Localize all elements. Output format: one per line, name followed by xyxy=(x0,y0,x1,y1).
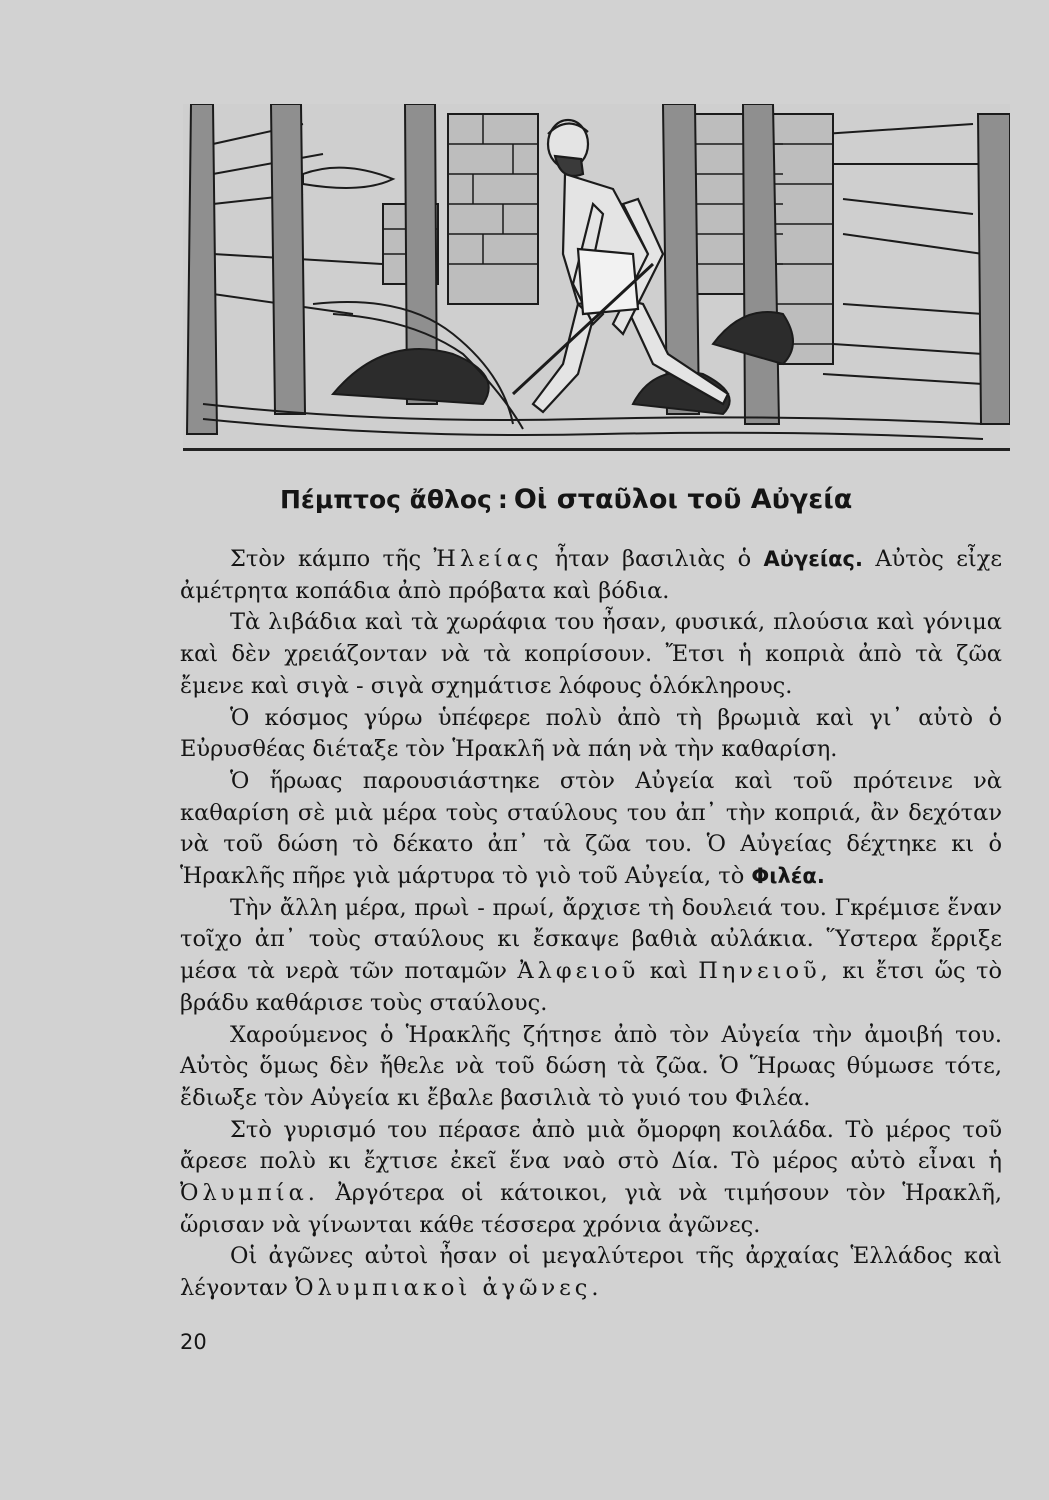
chapter-heading-prefix: Πέμπτος ἄθλος xyxy=(280,485,492,514)
story-paragraph xyxy=(180,544,1002,607)
paragraph-text: Ἀργότερα οἱ κάτοικοι, γιὰ νὰ τιμήσουν τὸν Ἡρακλῆ, ὥρισαν νὰ γίνωνται κάθε τέσσερα χρόνια ἀγῶνες. xyxy=(180,1180,1002,1238)
spaced-term: Ὀλυμπία. xyxy=(180,1180,319,1207)
emphasized-name: Φιλέα. xyxy=(751,864,825,889)
paragraph-text: Τὰ λιβάδια καὶ τὰ χωράφια του ἦσαν, φυσικά, πλούσια καὶ γόνιμα καὶ δὲν χρειάζονταν νὰ τὰ κοπρίσουν. Ἔτσι ἡ κοπριὰ ἀπὸ τὰ ζῶα ἔμενε καὶ σιγὰ - σιγὰ σχημάτισε λόφους ὁλόκληρους. xyxy=(180,609,1002,699)
paragraph-text: Αὐτὸς εἶχε ἀμέτρητα κοπάδια ἀπὸ πρόβατα καὶ βόδια. xyxy=(180,546,1002,604)
stables-illustration xyxy=(183,104,1010,451)
story-paragraph xyxy=(180,607,1002,702)
emphasized-name: Αὐγείας. xyxy=(763,547,863,571)
paragraph-text: Ὁ κόσμος γύρω ὑπέφερε πολὺ ἀπὸ τὴ βρωμιὰ καὶ γι᾽ αὐτὸ ὁ Εὐρυσθέας διέταξε τὸν Ἡρακλῆ νὰ πάη νὰ τὴν καθαρίση. xyxy=(180,704,1002,763)
spaced-term: Ὀλυμπιακοὶ ἀγῶνες. xyxy=(295,1275,603,1302)
paragraph-text: Τὴν ἄλλη μέρα, πρωὶ - πρωί, ἄρχισε τὴ δουλειά του. Γκρέμισε ἕναν τοῖχο ἀπ᾽ τοὺς σταύλους κι ἔσκαψε βαθιὰ αὐλάκια. Ὕστερα ἔρριξε μέσα τὰ νερὰ τῶν ποταμῶν xyxy=(180,894,1002,985)
paragraph-text: Οἱ ἀγῶνες αὐτοὶ ἦσαν οἱ μεγαλύτεροι τῆς ἀρχαίας Ἑλλάδος καὶ λέγονταν xyxy=(180,1243,1002,1302)
story-paragraph xyxy=(180,893,1002,1020)
spaced-term: Ἠλείας xyxy=(433,546,543,572)
paragraph-text: κι ἔτσι ὥς τὸ βράδυ καθάρισε τοὺς σταύλους. xyxy=(180,958,1002,1016)
chapter-heading-separator: : xyxy=(497,485,508,514)
paragraph-text: Χαρούμενος ὁ Ἡρακλῆς ζήτησε ἀπὸ τὸν Αὐγεία τὴν ἀμοιβή του. Αὐτὸς ὅμως δὲν ἤθελε νὰ τοῦ δώση τὰ ζῶα. Ὁ Ἥρωας θύμωσε τότε, ἔδιωξε τὸν Αὐγεία κι ἔβαλε βασιλιὰ τὸ γυιό του Φιλέα. xyxy=(180,1021,1002,1111)
chapter-heading-title: Οἱ σταῦλοι τοῦ Αὐγεία xyxy=(513,484,853,515)
spaced-term: Πηνειοῦ, xyxy=(698,958,832,985)
spaced-term: Ἀλφειοῦ xyxy=(517,958,640,985)
story-paragraph xyxy=(180,1241,1002,1304)
paragraph-text: Στὸ γυρισμό του πέρασε ἀπὸ μιὰ ὄμορφη κοιλάδα. Τὸ μέρος τοῦ ἄρεσε πολὺ κι ἔχτισε ἐκεῖ ἕνα ναὸ στὸ Δία. Τὸ μέρος αὐτὸ εἶναι ἡ xyxy=(180,1116,1002,1175)
paragraph-text: Ὁ ἥρωας παρουσιάστηκε στὸν Αὐγεία καὶ τοῦ πρότεινε νὰ καθαρίση σὲ μιὰ μέρα τοὺς σταύλους του ἀπ᾽ τὴν κοπριά, ἂν δεχόταν νὰ τοῦ δώση τὸ δέκατο ἀπ᾽ τὰ ζῶα του. Ὁ Αὐγείας δέχτηκε κι ὁ Ἡρακλῆς πῆρε γιὰ μάρτυρα τὸ γιὸ τοῦ Αὐγεία, τὸ xyxy=(180,767,1002,890)
heracles-illustration-drawing xyxy=(183,104,1010,448)
story-paragraph xyxy=(180,766,1002,893)
paragraph-text: ἦταν βασιλιὰς ὁ xyxy=(542,546,764,572)
story-paragraph xyxy=(180,1020,1002,1115)
story-paragraph xyxy=(180,703,1002,766)
page-number: 20 xyxy=(180,1330,207,1354)
paragraph-text: Στὸν κάμπο τῆς xyxy=(230,546,434,572)
story-paragraph xyxy=(180,1115,1002,1242)
story-text xyxy=(180,544,1002,1305)
paragraph-text: καὶ xyxy=(639,958,699,985)
chapter-heading xyxy=(280,484,1000,528)
